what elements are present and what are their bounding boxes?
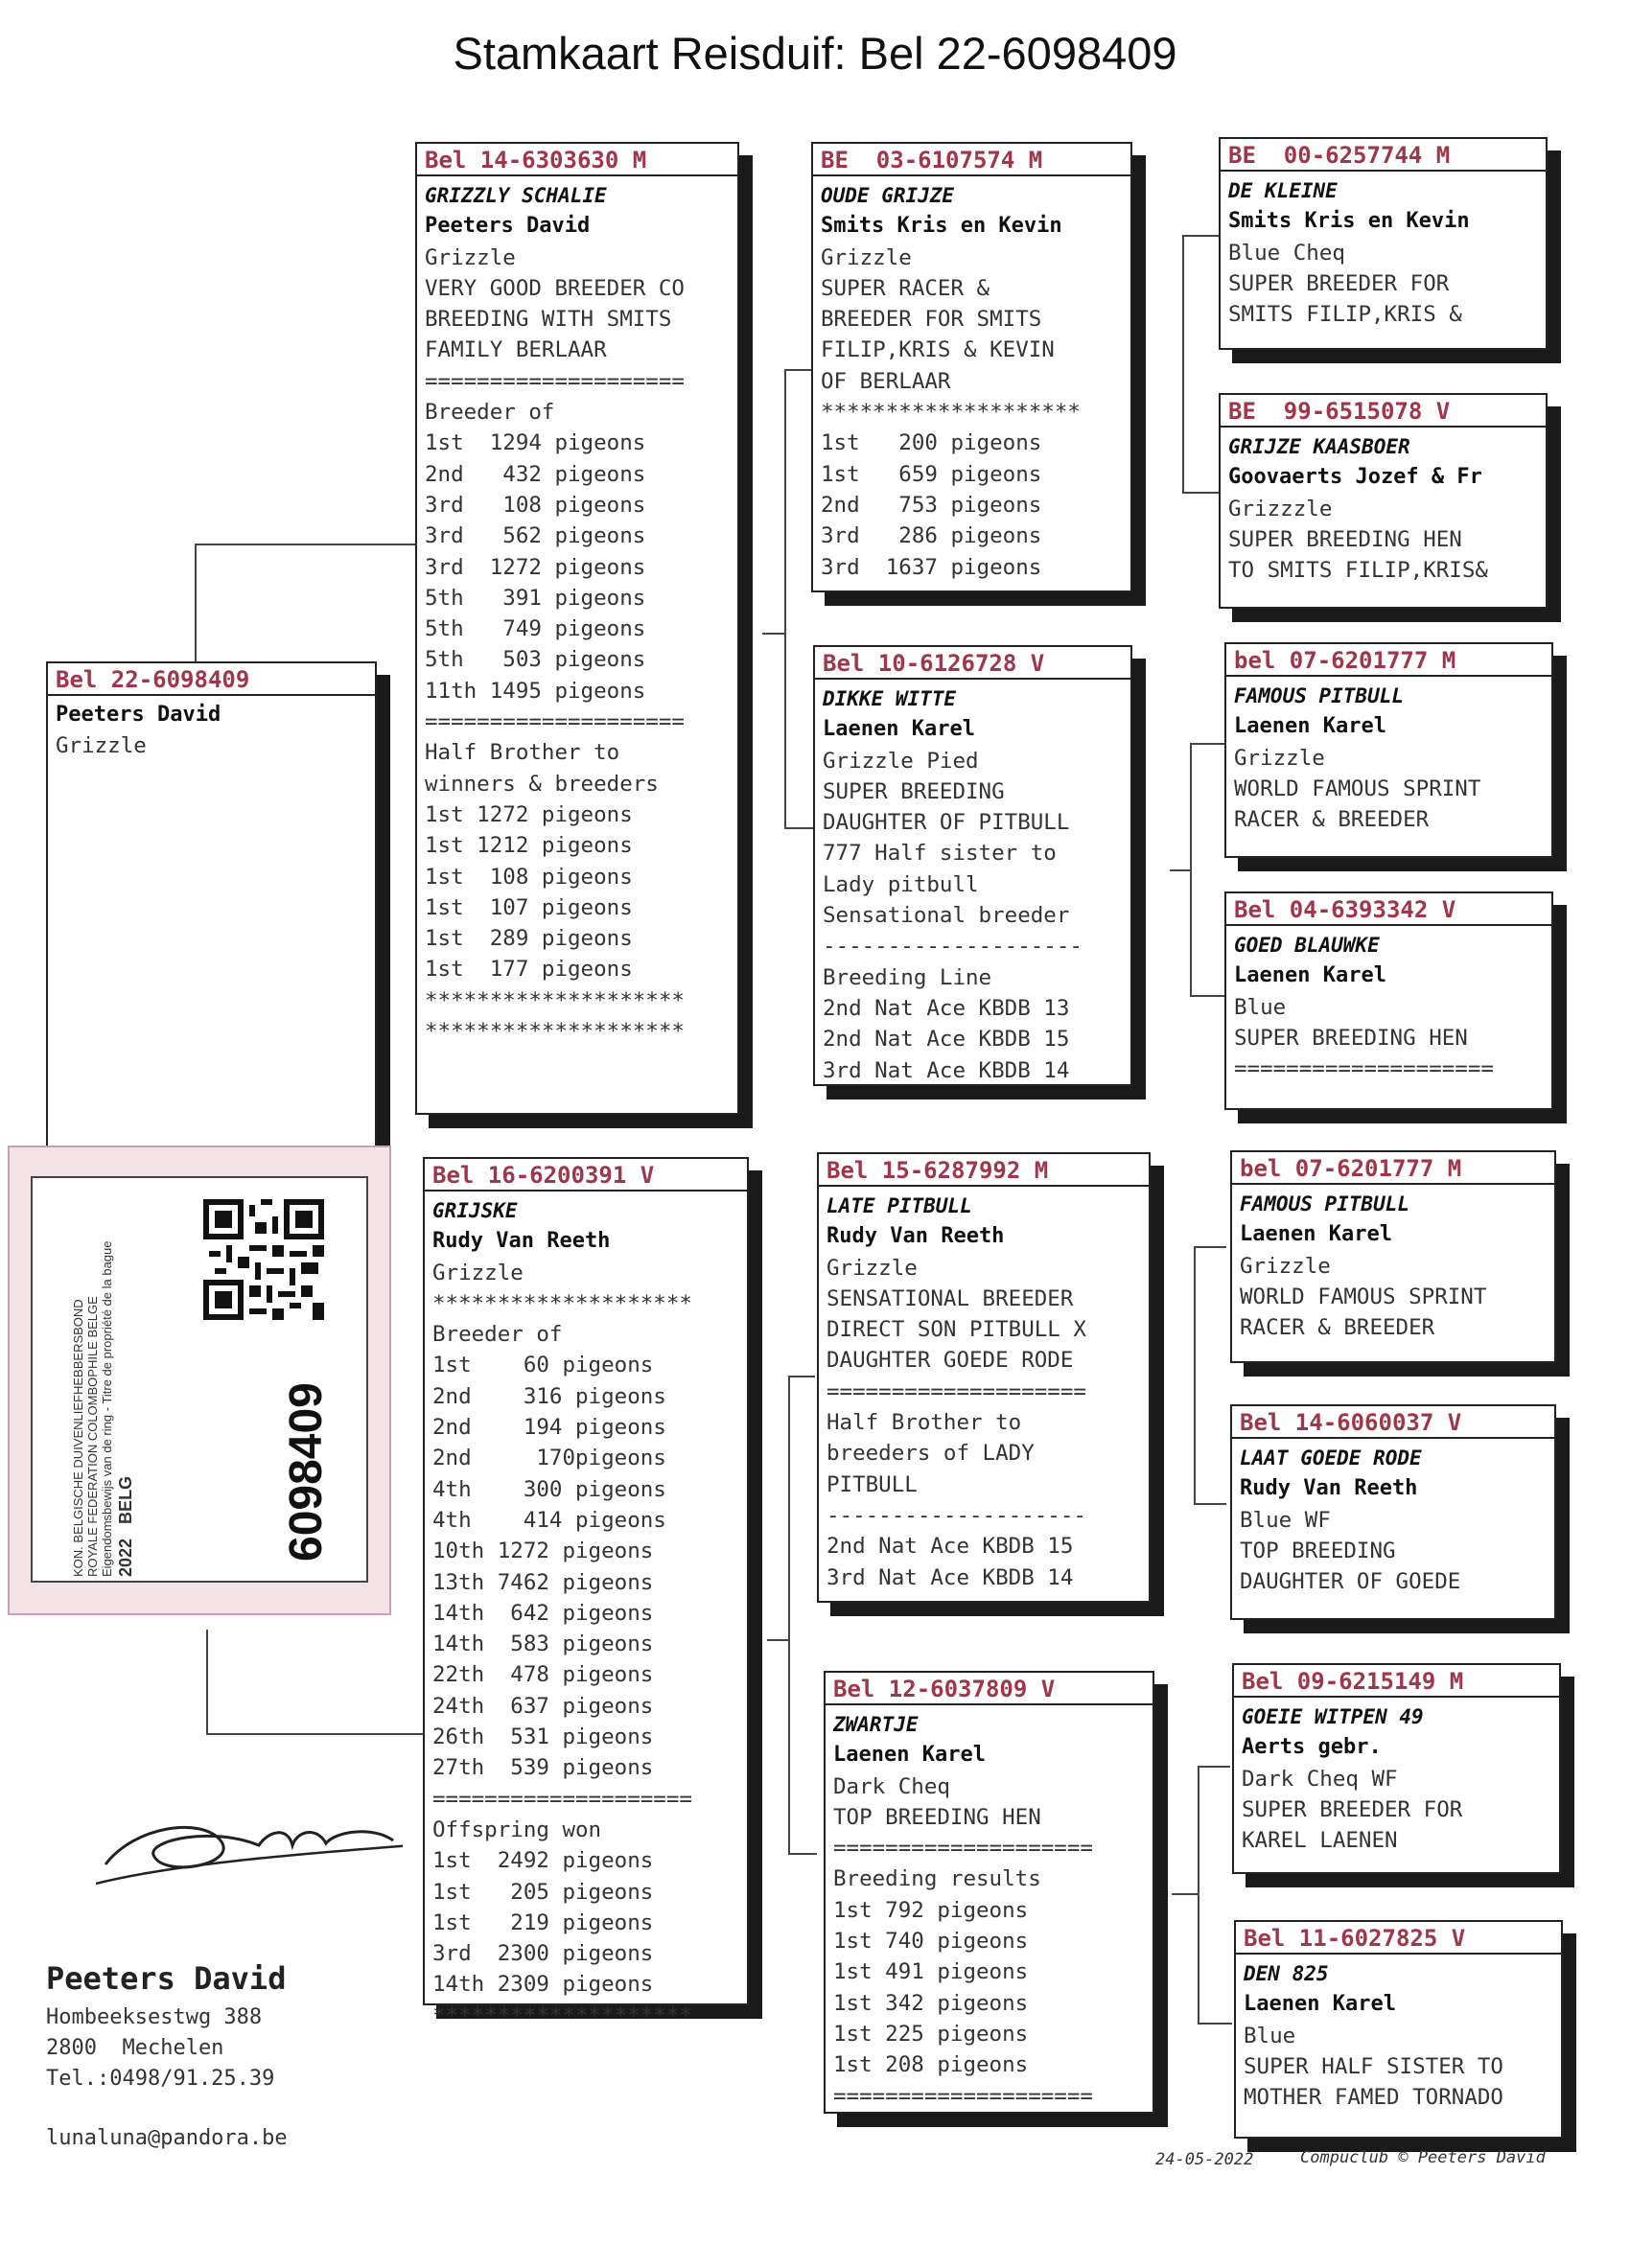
pigeon-name: FAMOUS PITBULL (1234, 684, 1405, 707)
detail-line: ==================== (432, 1786, 692, 1812)
detail-line: VERY GOOD BREEDER CO (425, 275, 685, 301)
pigeon-owner: Peeters David (56, 703, 221, 727)
detail-line: 1st 108 pigeons (425, 864, 633, 890)
detail-line: Dark Cheq (833, 1773, 950, 1799)
pigeon-owner: Rudy Van Reeth (1240, 1476, 1418, 1501)
card-federation-text (71, 1174, 135, 1577)
detail-line: Grizzle (1234, 745, 1325, 771)
pedigree-details (1221, 428, 1546, 586)
detail-line: ==================== (425, 709, 685, 735)
detail-line: 1st 205 pigeons (432, 1879, 654, 1905)
detail-line: 1st 177 pigeons (425, 957, 633, 983)
owner-city: 2800 Mechelen (46, 2036, 224, 2060)
ring-number: Bel 14-6303630 M (425, 147, 647, 174)
qr-code-icon (203, 1199, 324, 1320)
ring-number: Bel 15-6287992 M (827, 1157, 1049, 1184)
pedigree-box-dam-dam (824, 1671, 1154, 2114)
ring-number: Bel 09-6215149 M (1242, 1668, 1464, 1695)
connector (788, 1376, 815, 1377)
card-text-line: ROYALE FEDERATION COLOMBOPHILE BELGE (85, 1296, 100, 1577)
connector (788, 1853, 817, 1855)
detail-line: DAUGHTER GOEDE RODE (827, 1348, 1074, 1374)
connector (788, 1376, 790, 1855)
connector (206, 1630, 208, 1735)
detail-line: SUPER BREEDING (823, 778, 1005, 804)
pedigree-box-sire-sire (811, 142, 1132, 592)
ring-number: Bel 11-6027825 V (1244, 1925, 1466, 1952)
detail-line: BREEDING WITH SMITS (425, 307, 672, 333)
pedigree-box-father (415, 142, 739, 1115)
connector (1170, 869, 1191, 871)
ring-number: BE 00-6257744 M (1228, 142, 1451, 169)
ring-number: Bel 22-6098409 (56, 666, 250, 693)
detail-line: 1st 740 pigeons (833, 1929, 1029, 1955)
detail-line: Blue (1234, 994, 1287, 1020)
pedigree-box-ffm (1219, 393, 1548, 609)
pigeon-owner: Laenen Karel (1240, 1222, 1392, 1247)
detail-line: SENSATIONAL BREEDER (827, 1285, 1074, 1311)
detail-line: BREEDER FOR SMITS (821, 307, 1042, 333)
pigeon-name: LATE PITBULL (827, 1194, 972, 1217)
detail-line: 27th 539 pigeons (432, 1755, 654, 1781)
detail-line: FILIP,KRIS & KEVIN (821, 337, 1055, 363)
connector (1172, 1893, 1199, 1895)
detail-line: 1st 1212 pigeons (425, 833, 633, 859)
detail-line: SUPER BREEDING HEN (1228, 526, 1462, 552)
ring-number: Bel 14-6060037 V (1240, 1409, 1462, 1436)
connector (195, 544, 197, 661)
detail-line: 3rd 286 pigeons (821, 523, 1042, 549)
detail-line: ******************** (425, 1019, 685, 1045)
detail-line: 1st 289 pigeons (425, 926, 633, 952)
detail-line: Half Brother to (827, 1410, 1022, 1436)
connector (762, 633, 786, 635)
footer-credit: Compuclub © Peeters David (1300, 2148, 1546, 2167)
detail-line: 10th 1272 pigeons (432, 1539, 654, 1564)
detail-line: 1st 2492 pigeons (432, 1848, 654, 1874)
pedigree-details (819, 1187, 1149, 1593)
pedigree-details (1226, 677, 1551, 835)
connector (1182, 235, 1184, 494)
pedigree-details (425, 1192, 747, 2031)
detail-line: ******************** (425, 987, 685, 1013)
pedigree-details (1226, 926, 1551, 1084)
signature-icon (96, 1788, 403, 1903)
detail-line: RACER & BREEDER (1240, 1315, 1435, 1341)
detail-line: 4th 414 pigeons (432, 1507, 666, 1533)
connector (206, 1733, 423, 1735)
detail-line: winners & breeders (425, 771, 659, 797)
detail-line: 2nd 432 pigeons (425, 461, 646, 487)
pedigree-details (1232, 1185, 1554, 1343)
pigeon-name: GOEIE WITPEN 49 (1242, 1705, 1424, 1728)
detail-line: ******************** (432, 1290, 692, 1316)
pedigree-box-mother (423, 1157, 749, 2028)
detail-line: 3rd 1272 pigeons (425, 554, 646, 580)
detail-line: Half Brother to (425, 740, 620, 766)
pedigree-details (1221, 172, 1546, 330)
detail-line: -------------------- (827, 1502, 1086, 1528)
detail-line: 1st 60 pigeons (432, 1353, 654, 1378)
detail-line: Offspring won (432, 1817, 602, 1842)
detail-line: Grizzle Pied (823, 748, 979, 774)
detail-line: 2nd Nat Ace KBDB 13 (823, 995, 1070, 1021)
pigeon-owner: Peeters David (425, 214, 591, 239)
pedigree-box-mfm (1230, 1404, 1556, 1620)
detail-line: 5th 503 pigeons (425, 647, 646, 673)
detail-line: DIRECT SON PITBULL X (827, 1317, 1086, 1343)
pigeon-name: GRIJZE KAASBOER (1228, 435, 1410, 458)
detail-line: SUPER BREEDING HEN (1234, 1025, 1468, 1051)
detail-line: ******************** (821, 400, 1081, 426)
page-title: Stamkaart Reisduif: Bel 22-6098409 (453, 28, 1177, 79)
detail-line: 1st 1272 pigeons (425, 801, 633, 827)
pigeon-owner: Aerts gebr. (1242, 1735, 1382, 1760)
detail-line: 1st 107 pigeons (425, 894, 633, 920)
connector (1190, 995, 1224, 997)
detail-line: 2nd 753 pigeons (821, 492, 1042, 518)
detail-line: 2nd 316 pigeons (432, 1383, 666, 1409)
connector (1190, 743, 1224, 745)
detail-line: 13th 7462 pigeons (432, 1569, 654, 1595)
detail-line: Grizzle (432, 1260, 524, 1285)
detail-line: breeders of LADY (827, 1441, 1035, 1467)
detail-line: 24th 637 pigeons (432, 1693, 654, 1719)
detail-line: 3rd 108 pigeons (425, 492, 646, 518)
detail-line: 3rd 562 pigeons (425, 523, 646, 549)
detail-line: 1st 208 pigeons (833, 2052, 1029, 2078)
detail-line: 2nd 170pigeons (432, 1446, 666, 1471)
card-panel (31, 1176, 368, 1583)
detail-line: 2nd Nat Ace KBDB 15 (823, 1027, 1070, 1053)
detail-line: MOTHER FAMED TORNADO (1244, 2085, 1503, 2111)
detail-line: Grizzle (827, 1255, 918, 1281)
detail-line: RACER & BREEDER (1234, 807, 1430, 833)
pedigree-details (1232, 1439, 1554, 1597)
pigeon-owner: Laenen Karel (1234, 963, 1386, 988)
detail-line: Grizzzle (1228, 496, 1333, 521)
detail-line: 1st 225 pigeons (833, 2021, 1029, 2047)
detail-line: 4th 300 pigeons (432, 1476, 666, 1502)
connector (1194, 1246, 1226, 1248)
pedigree-box-fmf (1224, 642, 1553, 858)
detail-line: TO SMITS FILIP,KRIS& (1228, 558, 1488, 584)
connector (195, 544, 415, 545)
owner-phone: Tel.:0498/91.25.39 (46, 2067, 275, 2091)
pedigree-box-mmf (1232, 1663, 1561, 1874)
detail-line: PITBULL (827, 1471, 918, 1497)
pigeon-name: DIKKE WITTE (823, 687, 957, 710)
pigeon-name: GRIJSKE (432, 1199, 518, 1222)
detail-line: 2nd 194 pigeons (432, 1415, 666, 1441)
detail-line: 1st 792 pigeons (833, 1897, 1029, 1923)
detail-line: ==================== (827, 1378, 1086, 1404)
ring-number: Bel 10-6126728 V (823, 650, 1045, 677)
ring-number: bel 07-6201777 M (1234, 647, 1456, 674)
card-text-line: Eigendomsbewijs van de ring - Titre de propriété de la bague (100, 1240, 114, 1577)
detail-line: OF BERLAAR (821, 368, 951, 394)
owner-street: Hombeeksestwg 388 (46, 2005, 263, 2029)
detail-line: -------------------- (823, 934, 1083, 960)
owner-address (46, 1960, 286, 2094)
card-year: 2022 (116, 1538, 135, 1577)
pigeon-owner: Rudy Van Reeth (827, 1224, 1005, 1249)
detail-line: TOP BREEDING HEN (833, 1804, 1041, 1830)
ring-number: BE 99-6515078 V (1228, 398, 1451, 425)
pedigree-box-fmm (1224, 891, 1553, 1110)
detail-line: 11th 1495 pigeons (425, 678, 646, 704)
detail-line: 1st 1294 pigeons (425, 430, 646, 456)
detail-line: WORLD FAMOUS SPRINT (1234, 775, 1481, 801)
detail-line: ******************** (432, 2002, 692, 2028)
pigeon-name: DEN 825 (1244, 1962, 1329, 1985)
detail-line: Lady pitbull (823, 871, 979, 897)
pigeon-owner: Laenen Karel (823, 717, 975, 742)
pedigree-box-sire-dam (813, 645, 1132, 1086)
subject-details (48, 696, 375, 762)
connector (1198, 2023, 1232, 2025)
detail-line: ==================== (833, 2083, 1093, 2109)
detail-line: DAUGHTER OF PITBULL (823, 810, 1070, 836)
owner-email: lunaluna@pandora.be (46, 2126, 288, 2150)
detail-line: SUPER HALF SISTER TO (1244, 2053, 1503, 2079)
subject-box (46, 661, 377, 1160)
detail-line: 5th 391 pigeons (425, 585, 646, 611)
detail-line: 3rd 2300 pigeons (432, 1941, 654, 1967)
card-ring-number: 6098409 (281, 1382, 332, 1562)
connector (1182, 492, 1219, 494)
detail-line: TOP BREEDING (1240, 1538, 1396, 1563)
pigeon-owner: Laenen Karel (833, 1743, 986, 1768)
pigeon-owner: Goovaerts Jozef & Fr (1228, 465, 1482, 490)
pedigree-box-fff (1219, 137, 1548, 350)
pigeon-name: LAAT GOEDE RODE (1240, 1446, 1422, 1470)
detail-line: 2nd Nat Ace KBDB 15 (827, 1534, 1074, 1560)
detail-line: Breeder of (425, 400, 555, 426)
detail-line: 1st 659 pigeons (821, 461, 1042, 487)
ring-number: Bel 12-6037809 V (833, 1676, 1056, 1702)
detail-line: 1st 342 pigeons (833, 1990, 1029, 2016)
detail-line: DAUGHTER OF GOEDE (1240, 1569, 1461, 1595)
detail-line: 26th 531 pigeons (432, 1724, 654, 1750)
detail-line: SUPER RACER & (821, 275, 990, 301)
pigeon-name: OUDE GRIJZE (821, 184, 955, 207)
connector (784, 827, 813, 829)
detail-line: ==================== (833, 1836, 1093, 1862)
detail-line: KAREL LAENEN (1242, 1828, 1398, 1854)
footer-date: 24-05-2022 (1155, 2150, 1254, 2169)
detail-line: SMITS FILIP,KRIS & (1228, 302, 1462, 328)
connector (784, 369, 811, 371)
detail-line: Blue Cheq (1228, 240, 1345, 266)
detail-line: Blue (1244, 2023, 1296, 2048)
pigeon-name: ZWARTJE (833, 1713, 919, 1736)
pedigree-details (813, 176, 1130, 583)
pigeon-name: GRIZZLY SCHALIE (425, 184, 607, 207)
card-country: BELG (116, 1475, 135, 1524)
connector (1194, 1246, 1196, 1505)
detail-line: 777 Half sister to (823, 841, 1057, 867)
ring-number: Bel 04-6393342 V (1234, 896, 1456, 923)
detail-line: FAMILY BERLAAR (425, 337, 607, 363)
pigeon-owner: Rudy Van Reeth (432, 1229, 611, 1254)
detail-line: 3rd 1637 pigeons (821, 554, 1042, 580)
detail-line: Breeder of (432, 1322, 563, 1348)
ring-number: Bel 16-6200391 V (432, 1162, 655, 1189)
pedigree-details (826, 1705, 1153, 2112)
detail-line: ==================== (425, 368, 685, 394)
ring-number: bel 07-6201777 M (1240, 1155, 1462, 1182)
connector (1198, 1766, 1199, 2025)
pigeon-owner: Laenen Karel (1244, 1992, 1396, 2017)
detail-line: 1st 200 pigeons (821, 430, 1042, 456)
pigeon-name: GOED BLAUWKE (1234, 934, 1380, 957)
connector (1198, 1766, 1230, 1768)
detail-line: Grizzle (1240, 1253, 1331, 1279)
pedigree-box-dam-sire (817, 1152, 1151, 1603)
detail-line: 3rd Nat Ace KBDB 14 (827, 1564, 1074, 1590)
pedigree-details (417, 176, 737, 1047)
detail-line: ==================== (1234, 1056, 1494, 1082)
detail-line: 14th 583 pigeons (432, 1632, 654, 1657)
detail-line: 22th 478 pigeons (432, 1662, 654, 1688)
detail-line: Grizzle (425, 244, 516, 270)
detail-line: Blue WF (1240, 1507, 1331, 1533)
detail-line: 14th 2309 pigeons (432, 1972, 654, 1998)
pigeon-name: FAMOUS PITBULL (1240, 1192, 1410, 1215)
detail-line: Sensational breeder (823, 903, 1070, 929)
pigeon-owner: Laenen Karel (1234, 714, 1386, 739)
detail-line: Breeding results (833, 1866, 1041, 1892)
pigeon-owner: Smits Kris en Kevin (1228, 209, 1470, 234)
ring-number: BE 03-6107574 M (821, 147, 1043, 174)
pedigree-details (815, 680, 1130, 1086)
pigeon-owner: Smits Kris en Kevin (821, 214, 1062, 239)
detail-line: 1st 491 pigeons (833, 1959, 1029, 1985)
detail-line: Grizzle (821, 244, 912, 270)
detail-line: 14th 642 pigeons (432, 1600, 654, 1626)
detail-line: SUPER BREEDER FOR (1228, 270, 1450, 296)
detail-line: 5th 749 pigeons (425, 616, 646, 642)
connector (1194, 1503, 1226, 1505)
connector (1182, 235, 1219, 237)
detail-line: SUPER BREEDER FOR (1242, 1796, 1463, 1822)
detail-line: WORLD FAMOUS SPRINT (1240, 1284, 1487, 1309)
detail-line: 3rd Nat Ace KBDB 14 (823, 1057, 1070, 1083)
detail-line: Breeding Line (823, 964, 992, 990)
pedigree-details (1234, 1698, 1559, 1856)
detail-line: Dark Cheq WF (1242, 1766, 1398, 1792)
connector (767, 1639, 790, 1641)
pigeon-name: DE KLEINE (1228, 179, 1338, 202)
pedigree-details (1236, 1955, 1561, 2113)
ring-ownership-card (8, 1146, 391, 1615)
card-text-line: KON. BELGISCHE DUIVENLIEFHEBBERSBOND (71, 1299, 85, 1577)
connector (784, 369, 786, 829)
detail-line: Grizzle (56, 733, 147, 759)
pedigree-box-mmm (1234, 1920, 1563, 2139)
owner-name: Peeters David (46, 1960, 287, 1997)
pedigree-box-mff (1230, 1150, 1556, 1363)
detail-line: 1st 219 pigeons (432, 1909, 654, 1935)
